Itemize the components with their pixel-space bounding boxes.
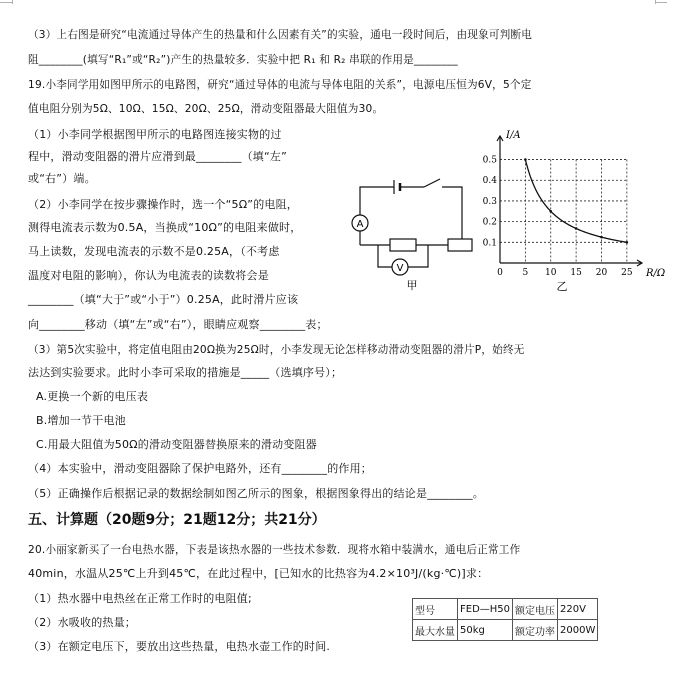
text-line: （3）上右图是研究“电流通过导体产生的热量和什么因素有关”的实验，通电一段时间后，由现象可判断电 [28, 29, 533, 41]
y-tick-label: 0.2 [482, 217, 497, 228]
y-tick-label: 0.4 [482, 176, 497, 187]
text-line: 法达到实验要求。此时小李可采取的措施是_____（选填序号）； [28, 366, 343, 379]
x-tick-label: 5 [522, 268, 529, 278]
text-line: 温度对电阻的影响），你认为电流表的读数将会是 [28, 269, 269, 282]
option-c: C.用最大阻值为50Ω的滑动变阻器替换原来的滑动变阻器 [36, 438, 317, 451]
table-cell: 2000W [558, 620, 598, 641]
data-point [575, 227, 578, 230]
table-cell: 220V [558, 599, 598, 620]
crop-mark-left-v [12, 0, 13, 4]
table-cell: 额定功率 [513, 620, 558, 641]
text-line: （2）小李同学在按步骤操作时，选一个“5Ω”的电阻， [28, 198, 298, 211]
text-line: （1）小李同学根据图甲所示的电路图连接实物的过 [28, 128, 282, 141]
text-line: （3）第5次实验中，将定值电阻由20Ω换为25Ω时，小李发现无论怎样移动滑动变阻器的滑片P，始终无 [28, 344, 525, 356]
figure-caption-yi: 乙 [556, 280, 568, 293]
data-point [524, 158, 527, 161]
table-row [413, 620, 598, 641]
figure-caption-jia: 甲 [406, 279, 418, 292]
x-axis-label: R/Ω [646, 268, 666, 279]
data-point [549, 210, 552, 213]
table-cell: 最大水量 [413, 620, 458, 641]
option-a: A.更换一个新的电压表 [36, 390, 149, 403]
crop-mark-left [0, 2, 12, 3]
x-tick-label: 20 [595, 268, 608, 278]
text-line: （3）在额定电压下，要放出这些热量，电热水壶工作的时间. [28, 640, 331, 653]
text-line: （1）热水器中电热丝在正常工作时的电阻值; [28, 592, 252, 605]
text-line: 马上读数，发现电流表的示数不是0.25A，（不考虑 [28, 245, 280, 258]
y-tick-label: 0.3 [482, 196, 497, 207]
text-line: 值电阻分别为5Ω、10Ω、15Ω、20Ω、25Ω，滑动变阻器最大阻值为30。 [28, 103, 384, 115]
text-line: 或“右”）端。 [28, 172, 96, 185]
crop-mark-right [655, 2, 667, 3]
section-heading: 五、计算题（20题9分；21题12分；共21分） [28, 512, 326, 528]
y-tick-label: 0.1 [482, 238, 497, 249]
ammeter-label: A [356, 219, 364, 230]
table-row [413, 599, 598, 620]
y-axis-label: I/A [506, 130, 521, 141]
text-line: （2）水吸收的热量； [28, 616, 136, 629]
table-cell: 型号 [413, 599, 458, 620]
table-cell: 50kg [458, 620, 513, 641]
text-line: 40min，水温从25℃上升到45℃，在此过程中，[已知水的比热容为4.2×10³J/(kg·℃)]求： [28, 567, 489, 580]
x-tick-label: 15 [570, 268, 582, 278]
table-cell: FED—H50 [458, 599, 513, 620]
table-cell: 额定电压 [513, 599, 558, 620]
option-b: B.增加一节干电池 [36, 414, 126, 427]
x-tick-label: 10 [545, 268, 557, 278]
text-line: 阻________(填写“R₁”或“R₂”)产生的热量较多．实验中把 R₁ 和 R₂ 串联的作用是________ [28, 54, 458, 66]
current-resistance-chart [482, 128, 672, 293]
text-line: 程中，滑动变阻器的滑片应滑到最________（填“左” [28, 150, 287, 163]
x-tick-label: 0 [497, 268, 503, 278]
x-tick-label: 25 [621, 268, 633, 278]
text-line: 20.小丽家新买了一台电热水器，下表是该热水器的一些技术参数．现将水箱中装满水，通电后正常工作 [28, 544, 521, 556]
text-line: 向________移动（填“左”或“右”），眼睛应观察________表； [28, 318, 328, 331]
text-line: 测得电流表示数为0.5A，当换成“10Ω”的电阻来做时， [28, 221, 302, 234]
text-line: ________（填“大于”或“小于”）0.25A，此时滑片应该 [28, 293, 299, 306]
circuit-diagram [342, 175, 482, 295]
spec-table [412, 598, 598, 641]
crop-mark-right-v [655, 0, 656, 4]
text-line: （5）正确操作后根据记录的数据绘制如图乙所示的图象，根据图象得出的结论是________。 [28, 487, 484, 500]
y-tick-label: 0.5 [482, 155, 497, 166]
data-point [600, 236, 603, 239]
text-line: 19.小李同学用如图甲所示的电路图，研究“通过导体的电流与导体电阻的关系”，电源电压恒为6V，5个定 [28, 79, 532, 91]
text-line: （4）本实验中，滑动变阻器除了保护电路外，还有________的作用； [28, 462, 372, 475]
voltmeter-label: V [396, 263, 404, 274]
data-point [626, 241, 629, 244]
